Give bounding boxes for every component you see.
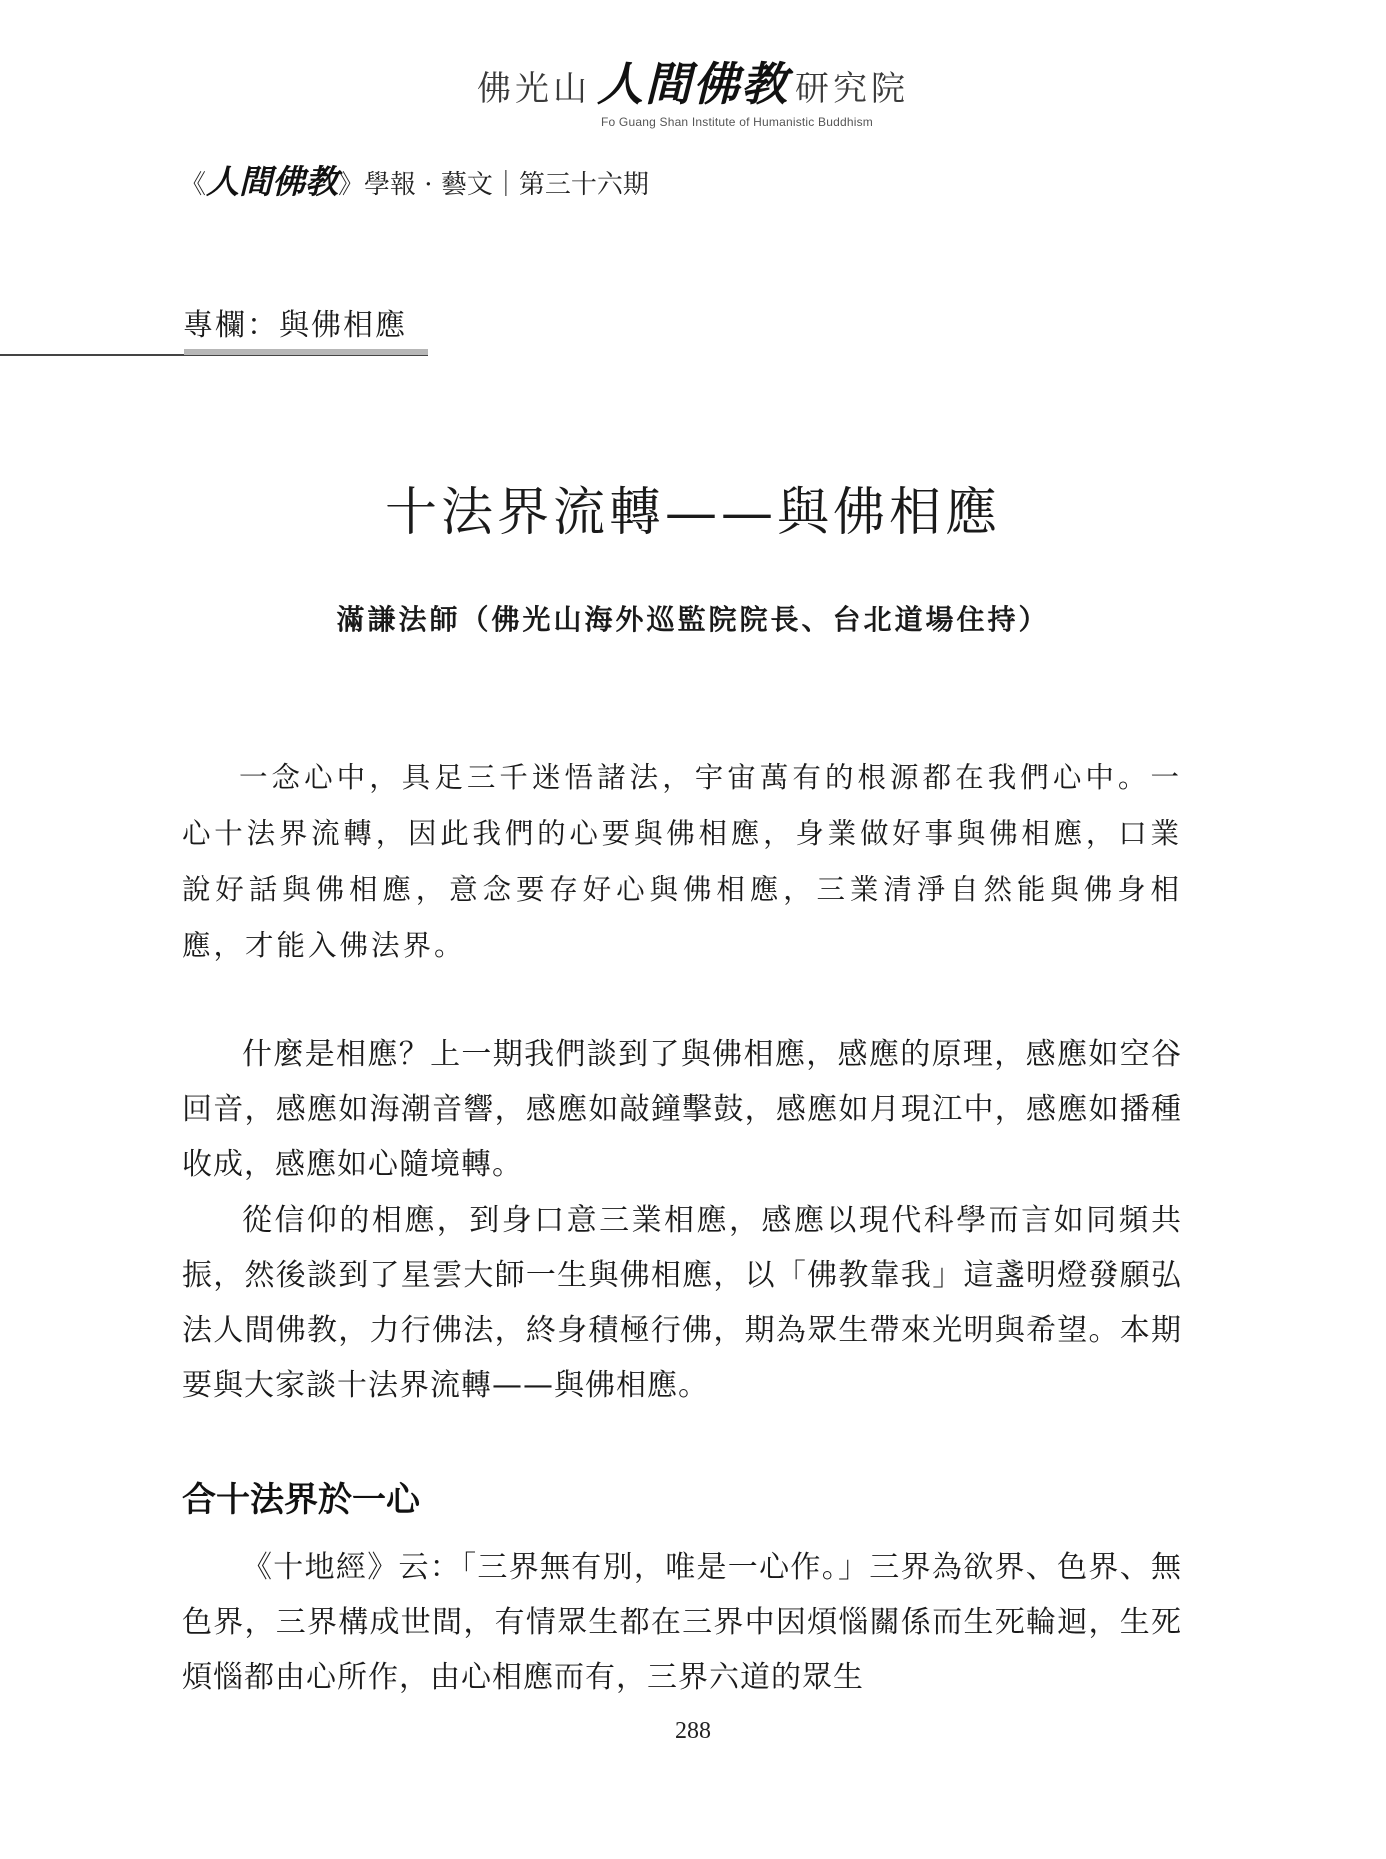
- institute-brand-logo: 人間佛教: [597, 57, 789, 111]
- section-heading: 合十法界於一心: [182, 1480, 420, 1520]
- journal-open-quote: 《: [180, 170, 207, 200]
- article-author: 滿謙法師（佛光山海外巡監院院長、台北道場住持）: [336, 603, 1050, 636]
- page-number: 288: [675, 1718, 711, 1744]
- body-paragraph: 從信仰的相應，到身口意三業相應，感應以現代科學而言如同頻共振，然後談到了星雲大師一生與佛相應，以「佛教靠我」這盞明燈發願弘法人間佛教，力行佛法，終身積極行佛，期為眾生帶來光明與希望。本期要與大家談十法界流轉——與佛相應。: [182, 1203, 1182, 1403]
- column-underline-bar: [184, 349, 428, 355]
- institute-prefix: 佛光山: [477, 69, 591, 109]
- body-paragraph: 什麼是相應？上一期我們談到了與佛相應，感應的原理，感應如空谷回音，感應如海潮音響，感應如敲鐘擊鼓，感應如月現江中，感應如播種收成，感應如心隨境轉。: [182, 1037, 1182, 1182]
- column-label: 專欄：與佛相應: [183, 308, 407, 343]
- journal-issue-text: 學報 · 藝文｜第三十六期: [364, 170, 649, 200]
- journal-brand-logo: 人間佛教: [206, 162, 339, 201]
- institute-suffix: 研究院: [795, 69, 909, 109]
- journal-close-quote: 》: [338, 170, 365, 200]
- article-abstract: 一念心中，具足三千迷悟諸法，宇宙萬有的根源都在我們心中。一心十法界流轉，因此我們的心要與佛相應，身業做好事與佛相應，口業說好話與佛相應，意念要存好心與佛相應，三業清淨自然能與佛身相應，才能入佛法界。: [182, 761, 1182, 962]
- article-title: 十法界流轉——與佛相應: [384, 483, 1001, 543]
- institute-header: [0, 57, 1386, 129]
- section-paragraph: 《十地經》云：「三界無有別，唯是一心作。」三界為欲界、色界、無色界，三界構成世間，有情眾生都在三界中因煩惱關係而生死輪迴，生死煩惱都由心所作，由心相應而有，三界六道的眾生: [182, 1550, 1182, 1695]
- institute-english-name: Fo Guang Shan Institute of Humanistic Buddhism: [600, 115, 873, 129]
- institute-name: [0, 57, 1386, 111]
- journal-info: [180, 162, 649, 205]
